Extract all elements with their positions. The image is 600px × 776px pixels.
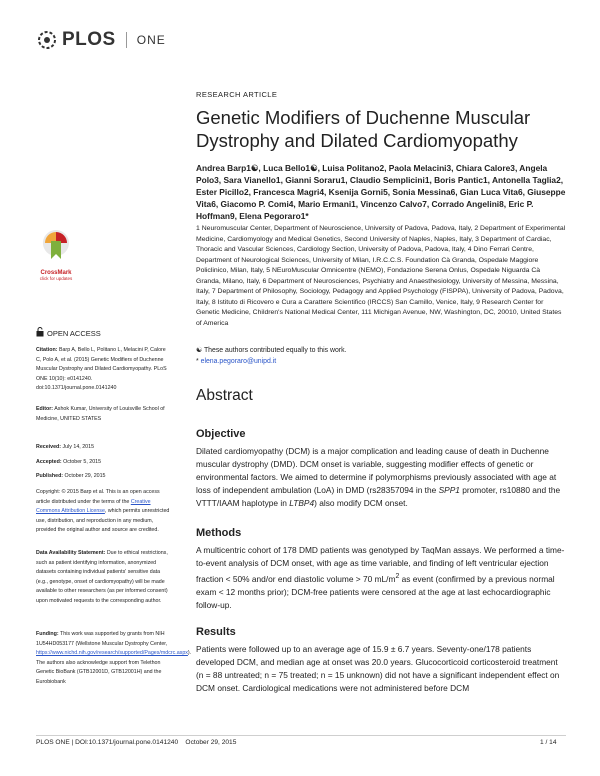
- accepted-date: Accepted: October 5, 2015: [36, 459, 102, 465]
- page-title: Genetic Modifiers of Duchenne Muscular Dystrophy and Dilated Cardiomyopathy: [196, 107, 531, 151]
- funding: Funding: This work was supported by grants from NIH 1U54HD053177 (Wellstone Muscular Dystrophy Center, https://www.nichd.nih.gov/research/supported/Pages/mdcrc.aspx). The authors also acknowledge support from Telethon Genetic BioBank (GTB12001D, GTB12001H) and the Eurobiobank: [36, 631, 192, 685]
- citation: Citation: Barp A, Bello L, Politano L, Melacini P, Calore C, Polo A, et al. (2015) Genetic Modifiers of Duchenne Muscular Dystrophy and Dilated Cardiomyopathy. PLoS ONE 10(10): e0141240. doi:10.1371/journal.pone.0141240: [36, 347, 167, 391]
- email-marker: *: [196, 357, 201, 365]
- email-link[interactable]: elena.pegoraro@unipd.it: [200, 357, 277, 365]
- open-access-label: OPEN ACCESS: [47, 328, 101, 338]
- author-list: Andrea Barp1☯, Luca Bello1☯, Luisa Politano2, Paola Melacini3, Chiara Calore3, Angela Polo3, Sara Vianello1, Gianni Soraru1, Claudio Semplicini1, Boris Pantic1, Antonella Taglia2, Ester Picillo2, Francesca Magri4, Ksenija Gorni5, Sonia Messina6, Gian Luca Vita6, Giuseppe Vita6, Giacomo P. Comi4, Mario Ermani1, Vincenzo Calvo7, Corrado Angelini8, Eric P. Hoffman9, Elena Pegoraro1*: [196, 163, 566, 222]
- crossmark-icon: [41, 228, 71, 264]
- equal-contribution-note: ☯ These authors contributed equally to this work.: [196, 347, 347, 354]
- crossmark-badge[interactable]: [36, 228, 76, 281]
- copyright: Copyright: © 2015 Barp et al. This is an open access article distributed under the terms of the Creative Commons Attribution License, which permits unrestricted use, distribution, and reproduction in any medium, provided the original author and source are credited.: [36, 489, 170, 533]
- results-heading: Results: [196, 626, 236, 638]
- editor: Editor: Ashok Kumar, University of Louisville School of Medicine, UNITED STATES: [36, 406, 165, 422]
- article-type: RESEARCH ARTICLE: [196, 90, 278, 99]
- open-lock-icon: [36, 327, 44, 339]
- crossmark-label: CrossMark: [40, 270, 72, 276]
- methods-heading: Methods: [196, 527, 242, 539]
- methods-text: A multicentric cohort of 178 DMD patients was genotyped by TaqMan assays. We performed a time-to-event analysis of DCM onset, with age as time variable, and finding of left ventricular ejection fraction < 50% and/or end diastolic volume > 70 $mL/m^2$ as event (confirmed by a previous normal exam < 12 months prior); DCM-free patients were censored at the age at last echocardiographic follow-up.: [196, 545, 565, 610]
- objective-heading: Objective: [196, 428, 246, 440]
- brand-name: PLOS: [62, 29, 116, 50]
- author-notes: [196, 346, 566, 367]
- received-date: Received: July 14, 2015: [36, 444, 95, 450]
- license-link[interactable]: Creative Commons Attribution License: [36, 498, 151, 514]
- logo-divider: [126, 32, 127, 48]
- funding-link[interactable]: https://www.nichd.nih.gov/research/supported/Pages/mdcrc.aspx: [36, 650, 188, 656]
- corresponding-email: [196, 357, 566, 368]
- plos-logo-icon: [36, 29, 58, 51]
- journal-logo[interactable]: [36, 28, 166, 52]
- footer-divider: [36, 735, 566, 736]
- footer-citation: PLOS ONE | DOI:10.1371/journal.pone.0141240 October 29, 2015: [36, 739, 237, 746]
- affiliations: 1 Neuromuscular Center, Department of Neuroscience, University of Padova, Padova, Italy, 2 Department of Experimental Medicine, Cardiomyology and Medical Genetics, Second University of Naples, Naples, Italy, 3 Department of Cardiac, Thoracic and Vascular Sciences, Cardiology Section, University of Padova, Padova, Italy, 4 Dino Ferrari Centre, Department of Neurological Sciences, University of Milan, I.R.C.C.S. Foundation Cà Granda, Ospedale Maggiore Policlinico, Milan, Italy, 5 NEuroMuscular Omnicentre (NEMO), Fondazione Serena Onlus, Ospedale Niguarda Cà Granda, Milano, Italy, 6 Department of Neurosciences, Psychiatry and Anaesthesiology, University of Messina, Messina, Italy, 7 Department of Philosophy, Sociology, Pedagogy and Applied Psychology (FISPPA), University of Padova, Padova, Italy, 8 Istituto di Ricovero e Cura a Carattere Scientifico (IRCCS) San Camillo, Venice, Italy, 9 Research Center for Genetic Medicine, Children's National Medical Center, 111 Michigan Avenue, NW, Washington, DC, 20010, United States of America: [196, 225, 566, 327]
- published-date: Published: October 29, 2015: [36, 473, 106, 479]
- page-number: 1 / 14: [540, 739, 557, 746]
- objective-text: Dilated cardiomyopathy (DCM) is a major complication and leading cause of death in Duchenne muscular dystrophy (DMD). DCM onset is variable, suggesting modifier effects of genetic or environmental factors. We aimed to determine if polymorphisms previously associated with age at loss of independent ambulation (LoA) in DMD (rs28357094 in the SPP1 promoter, rs10880 and the VTTT/IAAM haplotype in LTBP4) also modify DCM onset.: [196, 446, 561, 508]
- open-access-badge: [36, 327, 101, 339]
- abstract-heading: Abstract: [196, 387, 253, 404]
- data-availability: Data Availability Statement: Due to ethical restrictions, such as patient identifying information, anonymized datasets containing individual patients' sensitive data (e.g., genotype, onset of cardiomyopathy) will be made available to other researchers (as per informed consent) upon motivated requests to the corresponding author.: [36, 550, 168, 604]
- crossmark-sub: click for updates: [39, 276, 73, 281]
- journal-name: ONE: [136, 33, 166, 47]
- results-text: Patients were followed up to an average age of 15.9 ± 6.7 years. Seventy-one/178 patients developed DCM, and median age at onset was 20.0 years. Glucocorticoid corticosteroid treatment (n = 88 untreated; n = 75 treated; n = 15 unknown) did not have a significant independent effect on DCM onset. Cardiological medications were not administered before DCM: [196, 644, 560, 693]
